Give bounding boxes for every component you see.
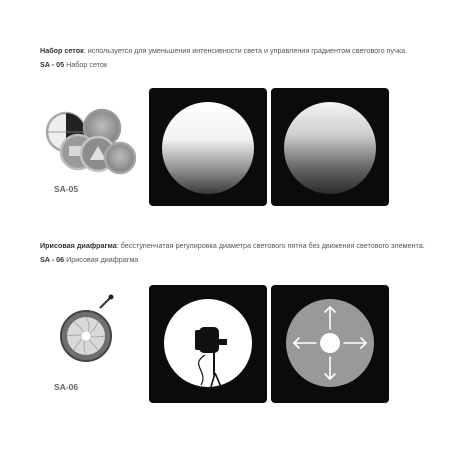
gradient-circle-dark-panel <box>271 88 389 206</box>
section2-code-line <box>40 255 138 264</box>
section2-product-label: SA-06 <box>54 382 79 392</box>
iris-arrows-panel <box>271 285 389 403</box>
gradient-circle-light-panel <box>149 88 267 206</box>
section2-code-name: Ирисовая диафрагма <box>66 255 139 264</box>
section2-heading <box>40 241 425 250</box>
gradient-circle-dark-icon <box>271 88 389 206</box>
iris-arrows-diagram-icon <box>271 285 389 403</box>
section2-code: SA - 06 <box>40 255 65 264</box>
section1-code-line <box>40 60 107 69</box>
section1-product-label: SA-05 <box>54 184 79 194</box>
section2-description: : бесступенчатая регулировка диаметра светового пятна без движения светового элемента. <box>116 241 425 250</box>
gradient-circle-light-icon <box>149 88 267 206</box>
section1-heading <box>40 46 407 55</box>
grid-set-product-icon <box>38 104 136 178</box>
section2-title: Ирисовая диафрагма <box>40 241 117 250</box>
section1-code: SA - 05 <box>40 60 65 69</box>
section1-code-name: Набор сеток <box>66 60 108 69</box>
section1-description: : используется для уменьшения интенсивности света и управления градиентом светового пучка. <box>83 46 408 55</box>
iris-diaphragm-product-icon <box>52 294 122 366</box>
spotlight-projection-panel <box>149 285 267 403</box>
section1-title: Набор сеток <box>40 46 84 55</box>
spotlight-projection-icon <box>149 285 267 403</box>
